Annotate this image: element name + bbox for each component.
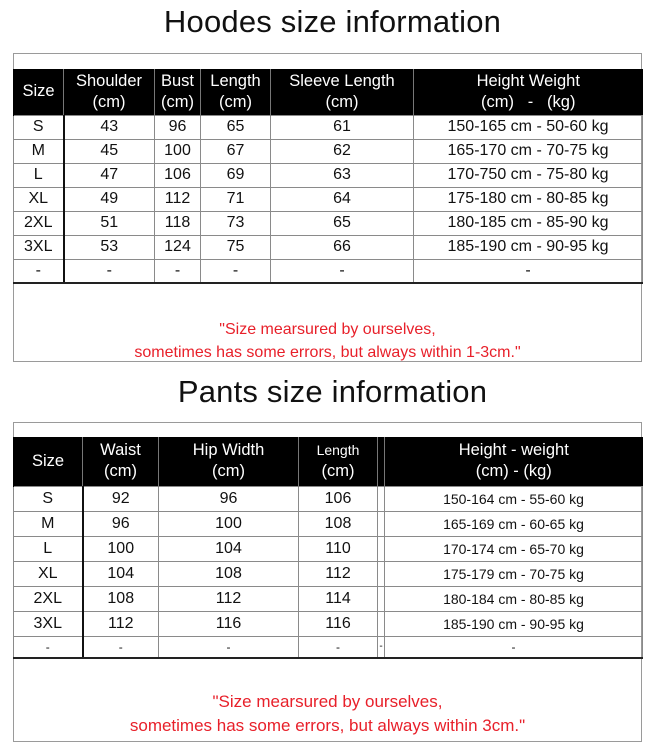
table-header-row	[14, 437, 643, 486]
cell-length: 67	[201, 139, 271, 163]
cell-shoulder: 45	[64, 139, 155, 163]
cell-shoulder: 43	[64, 115, 155, 139]
cell-hip-width: 112	[159, 586, 299, 611]
cell-height-weight: 170-750 cm - 75-80 kg	[414, 163, 643, 187]
cell-hip-width: -	[159, 636, 299, 658]
table-header-row	[14, 69, 643, 115]
cell-shoulder: 49	[64, 187, 155, 211]
cell-size: 3XL	[14, 611, 83, 636]
header-spacer	[378, 437, 385, 486]
cell-shoulder: 51	[64, 211, 155, 235]
cell-length: -	[299, 636, 378, 658]
cell-height-weight: 180-185 cm - 85-90 kg	[414, 211, 643, 235]
cell-size: L	[14, 536, 83, 561]
cell-length: 73	[201, 211, 271, 235]
note-line-1: "Size mearsured by ourselves,	[212, 692, 443, 711]
cell-spacer	[378, 561, 385, 586]
cell-height-weight: 150-165 cm - 50-60 kg	[414, 115, 643, 139]
cell-size: L	[14, 163, 64, 187]
cell-length: 108	[299, 511, 378, 536]
cell-size: M	[14, 139, 64, 163]
cell-size: M	[14, 511, 83, 536]
cell-size: -	[14, 259, 64, 283]
cell-size: S	[14, 486, 83, 511]
cell-hip-width: 104	[159, 536, 299, 561]
header-length: Length (cm)	[201, 69, 271, 115]
pants-title: Pants size information	[177, 374, 488, 409]
cell-height-weight: 165-169 cm - 60-65 kg	[385, 511, 643, 536]
header-height-weight: Height - weight (cm) - (kg)	[385, 437, 643, 486]
header-shoulder: Shoulder (cm)	[64, 69, 155, 115]
cell-height-weight: -	[414, 259, 643, 283]
cell-length: 69	[201, 163, 271, 187]
hoodies-measurement-note	[13, 318, 642, 364]
cell-waist: 108	[83, 586, 159, 611]
cell-height-weight: 150-164 cm - 55-60 kg	[385, 486, 643, 511]
table-row	[14, 187, 643, 211]
cell-sleeve: 61	[271, 115, 414, 139]
cell-waist: -	[83, 636, 159, 658]
cell-bust: 112	[155, 187, 201, 211]
cell-size: 3XL	[14, 235, 64, 259]
cell-spacer	[378, 486, 385, 511]
header-sleeve-length: Sleeve Length (cm)	[271, 69, 414, 115]
cell-length: 71	[201, 187, 271, 211]
table-row	[14, 139, 643, 163]
pants-size-table	[13, 437, 643, 659]
cell-spacer	[378, 611, 385, 636]
table-row	[14, 259, 643, 283]
cell-height-weight: 180-184 cm - 80-85 kg	[385, 586, 643, 611]
table-row	[14, 586, 643, 611]
cell-hip-width: 116	[159, 611, 299, 636]
cell-height-weight: 185-190 cm - 90-95 kg	[414, 235, 643, 259]
cell-length: 65	[201, 115, 271, 139]
cell-waist: 96	[83, 511, 159, 536]
cell-sleeve: 62	[271, 139, 414, 163]
note-line-2: sometimes has some errors, but always within 1-3cm."	[134, 344, 521, 361]
cell-shoulder: 53	[64, 235, 155, 259]
cell-length: 116	[299, 611, 378, 636]
cell-bust: -	[155, 259, 201, 283]
cell-waist: 104	[83, 561, 159, 586]
note-line-1: "Size mearsured by ourselves,	[219, 321, 436, 338]
cell-height-weight: -	[385, 636, 643, 658]
cell-length: 110	[299, 536, 378, 561]
table-row	[14, 235, 643, 259]
cell-length: 106	[299, 486, 378, 511]
cell-waist: 112	[83, 611, 159, 636]
cell-hip-width: 96	[159, 486, 299, 511]
cell-size: -	[14, 636, 83, 658]
cell-height-weight: 175-179 cm - 70-75 kg	[385, 561, 643, 586]
header-waist: Waist (cm)	[83, 437, 159, 486]
cell-waist: 100	[83, 536, 159, 561]
cell-height-weight: 170-174 cm - 65-70 kg	[385, 536, 643, 561]
table-row	[14, 211, 643, 235]
cell-bust: 124	[155, 235, 201, 259]
cell-length: -	[201, 259, 271, 283]
table-row	[14, 163, 643, 187]
header-hip-width: Hip Width (cm)	[159, 437, 299, 486]
cell-bust: 100	[155, 139, 201, 163]
cell-sleeve: 65	[271, 211, 414, 235]
cell-sleeve: 66	[271, 235, 414, 259]
cell-sleeve: 64	[271, 187, 414, 211]
cell-bust: 96	[155, 115, 201, 139]
cell-length: 114	[299, 586, 378, 611]
cell-waist: 92	[83, 486, 159, 511]
cell-sleeve: -	[271, 259, 414, 283]
hoodies-size-table	[13, 69, 643, 284]
hoodies-title: Hoodes size information	[163, 4, 502, 39]
table-row	[14, 486, 643, 511]
note-line-2: sometimes has some errors, but always within 3cm."	[129, 716, 526, 735]
cell-length: 112	[299, 561, 378, 586]
cell-height-weight: 165-170 cm - 70-75 kg	[414, 139, 643, 163]
cell-spacer	[378, 536, 385, 561]
header-length: Length (cm)	[299, 437, 378, 486]
cell-shoulder: -	[64, 259, 155, 283]
cell-height-weight: 185-190 cm - 90-95 kg	[385, 611, 643, 636]
header-size: Size	[14, 437, 83, 486]
cell-spacer	[378, 511, 385, 536]
cell-bust: 106	[155, 163, 201, 187]
header-size: Size	[14, 69, 64, 115]
cell-spacer: -	[378, 636, 385, 658]
cell-sleeve: 63	[271, 163, 414, 187]
cell-size: 2XL	[14, 586, 83, 611]
cell-size: XL	[14, 561, 83, 586]
cell-size: 2XL	[14, 211, 64, 235]
cell-size: S	[14, 115, 64, 139]
header-bust: Bust (cm)	[155, 69, 201, 115]
cell-spacer	[378, 586, 385, 611]
table-row	[14, 636, 643, 658]
cell-length: 75	[201, 235, 271, 259]
table-row	[14, 115, 643, 139]
header-height-weight: Height Weight (cm) - (kg)	[414, 69, 643, 115]
pants-measurement-note	[13, 690, 642, 738]
table-row	[14, 561, 643, 586]
cell-hip-width: 108	[159, 561, 299, 586]
cell-bust: 118	[155, 211, 201, 235]
cell-shoulder: 47	[64, 163, 155, 187]
table-row	[14, 511, 643, 536]
table-row	[14, 611, 643, 636]
cell-size: XL	[14, 187, 64, 211]
cell-hip-width: 100	[159, 511, 299, 536]
table-row	[14, 536, 643, 561]
cell-height-weight: 175-180 cm - 80-85 kg	[414, 187, 643, 211]
